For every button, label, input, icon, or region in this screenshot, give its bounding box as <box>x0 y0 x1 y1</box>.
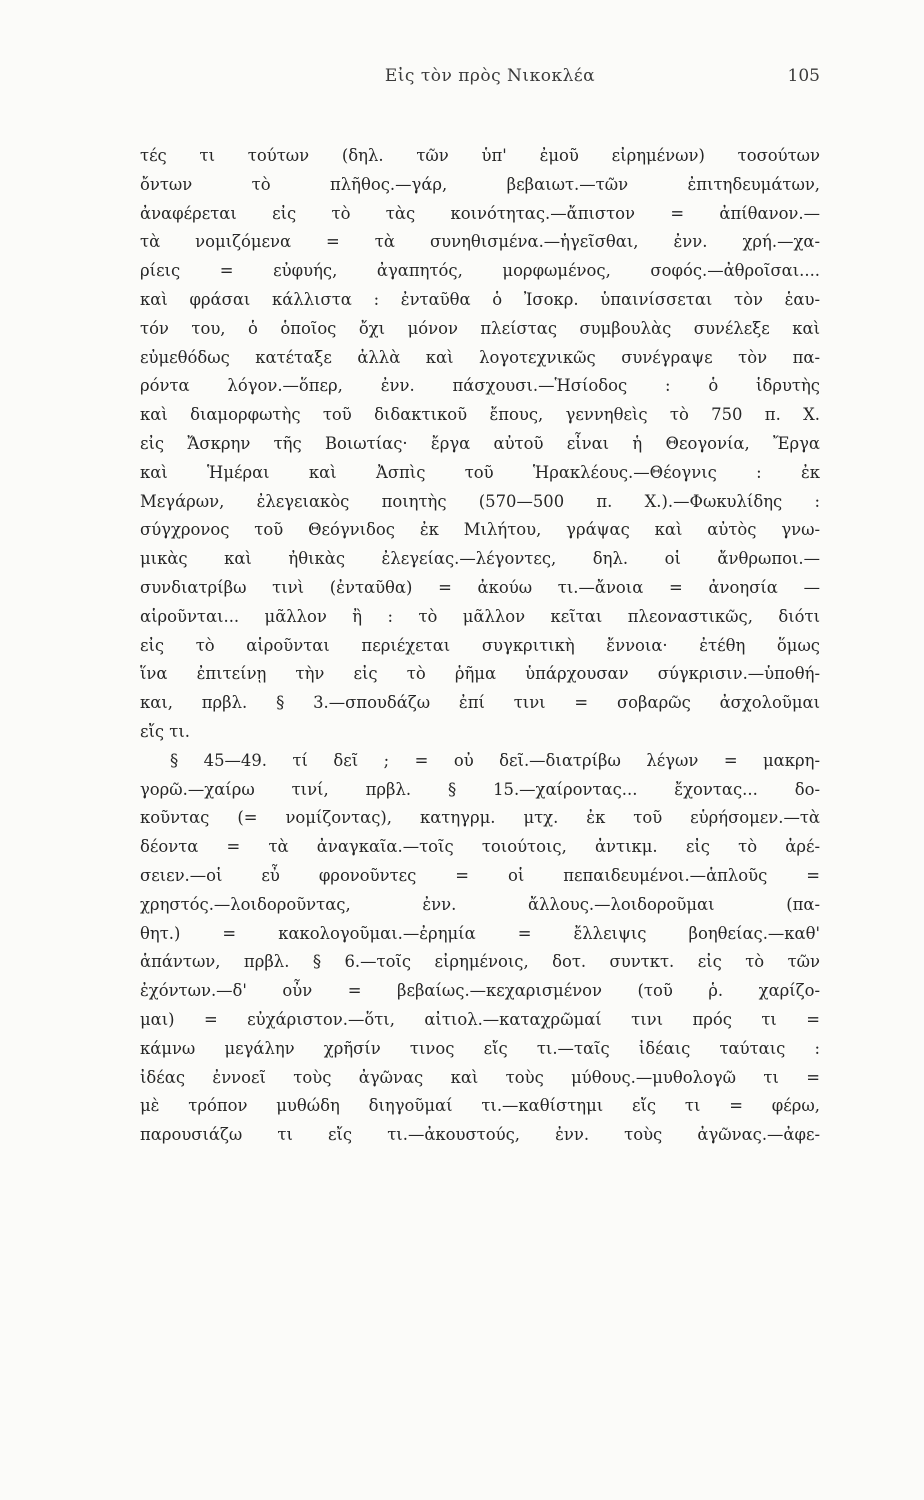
text-line: κοῦντας (= νομίζοντας), κατηγρμ. μτχ. ἐκ τοῦ εὑρήσομεν.—τὰ <box>140 808 820 828</box>
text-line: τόν του, ὁ ὁποῖος ὄχι μόνον πλείστας συμβουλὰς συνέλεξε καὶ <box>140 318 820 338</box>
text-line: σειεν.—οἱ εὖ φρονοῦντες = οἱ πεπαιδευμένοι.—ἁπλοῦς = <box>140 865 820 885</box>
text-line: ἐχόντων.—δ' οὖν = βεβαίως.—κεχαρισμένον (τοῦ ῥ. χαρίζο- <box>140 981 820 1001</box>
text-line: δέοντα = τὰ ἀναγκαῖα.—τοῖς τοιούτοις, ἀντικμ. εἰς τὸ ἀρέ- <box>140 837 820 857</box>
text-line: παρουσιάζω τι εἴς τι.—ἀκουστούς, ἐνν. τοὺς ἀγῶνας.—ἀφε- <box>140 1125 820 1145</box>
text-line: χρηστός.—λοιδοροῦντας, ἐνν. ἄλλους.—λοιδοροῦμαι (πα- <box>140 894 820 914</box>
text-line: συνδιατρίβω τινὶ (ἐνταῦθα) = ἀκούω τι.—ἄνοια = ἀνοησία — <box>140 577 820 597</box>
text-line: ρίεις = εὐφυής, ἀγαπητός, μορφωμένος, σοφός.—ἀθροῖσαι.... <box>140 261 820 281</box>
text-line: εἴς τι. <box>140 721 191 741</box>
text-line: και, πρβλ. § 3.—σπουδάζω ἐπί τινι = σοβαρῶς ἀσχολοῦμαι <box>140 693 820 713</box>
text-line-paragraph-start: § 45—49. τί δεῖ ; = οὐ δεῖ.—διατρίβω λέγων = μακρη- <box>170 750 820 770</box>
text-line: κάμνω μεγάλην χρῆσίν τινος εἴς τι.—ταῖς ἰδέαις ταύταις : <box>140 1038 820 1058</box>
text-line: ἀναφέρεται εἰς τὸ τὰς κοινότητας.—ἄπιστον = ἀπίθανον.— <box>140 203 820 223</box>
text-line: ρόντα λόγον.—ὅπερ, ἐνν. πάσχουσι.—Ἡσίοδος : ὁ ἱδρυτὴς <box>140 376 820 396</box>
text-line: ἰδέας ἐννοεῖ τοὺς ἀγῶνας καὶ τοὺς μύθους.—μυθολογῶ τι = <box>140 1067 820 1087</box>
text-line: μὲ τρόπον μυθώδη διηγοῦμαί τι.—καθίστημι εἴς τι = φέρω, <box>140 1096 820 1116</box>
text-line: ὄντων τὸ πλῆθος.—γάρ, βεβαιωτ.—τῶν ἐπιτηδευμάτων, <box>140 174 820 194</box>
text-line: εὐμεθόδως κατέταξε ἀλλὰ καὶ λογοτεχνικῶς συνέγραψε τὸν πα- <box>140 347 820 367</box>
text-line: γορῶ.—χαίρω τινί, πρβλ. § 15.—χαίροντας... ἔχοντας... δο- <box>140 779 820 799</box>
text-line: εἰς τὸ αἱροῦνται περιέχεται συγκριτικὴ ἔννοια· ἐτέθη ὅμως <box>140 635 820 655</box>
text-line: σύγχρονος τοῦ Θεόγνιδος ἐκ Μιλήτου, γράψας καὶ αὐτὸς γνω- <box>140 520 820 540</box>
text-line: μαι) = εὐχάριστον.—ὅτι, αἰτιολ.—καταχρῶμαί τινι πρός τι = <box>140 1009 820 1029</box>
text-line: τὰ νομιζόμενα = τὰ συνηθισμένα.—ἡγεῖσθαι, ἐνν. χρή.—χα- <box>140 232 820 252</box>
text-line: ἁπάντων, πρβλ. § 6.—τοῖς εἰρημένοις, δοτ. συντκτ. εἰς τὸ τῶν <box>140 952 820 972</box>
running-head <box>160 66 820 96</box>
text-line: εἰς Ἄσκρην τῆς Βοιωτίας· ἔργα αὐτοῦ εἶναι ἡ Θεογονία, Ἔργα <box>140 433 820 453</box>
text-line: θητ.) = κακολογοῦμαι.—ἐρημία = ἔλλειψις βοηθείας.—καθ' <box>140 923 820 943</box>
running-title: Εἰς τὸν πρὸς Νικοκλέα <box>384 66 596 86</box>
text-line: αἱροῦνται... μᾶλλον ἢ : τὸ μᾶλλον κεῖται πλεοναστικῶς, διότι <box>140 606 820 626</box>
page-number: 105 <box>787 66 820 86</box>
text-line: ἵνα ἐπιτείνῃ τὴν εἰς τὸ ῥῆμα ὑπάρχουσαν σύγκρισιν.—ὑποθή- <box>140 664 820 684</box>
text-line: τές τι τούτων (δηλ. τῶν ὑπ' ἐμοῦ εἰρημένων) τοσούτων <box>140 146 820 165</box>
text-line: μικὰς καὶ ἠθικὰς ἐλεγείας.—λέγοντες, δηλ. οἱ ἄνθρωποι.— <box>140 549 820 569</box>
text-line: καὶ φράσαι κάλλιστα : ἐνταῦθα ὁ Ἰσοκρ. ὑπαινίσσεται τὸν ἑαυ- <box>140 289 820 309</box>
text-line: καὶ διαμορφωτὴς τοῦ διδακτικοῦ ἔπους, γεννηθεὶς τὸ 750 π. Χ. <box>140 405 820 425</box>
text-line: καὶ Ἡμέραι καὶ Ἀσπὶς τοῦ Ἡρακλέους.—Θέογνις : ἐκ <box>140 462 820 482</box>
commentary-text <box>140 142 820 1150</box>
text-line: Μεγάρων, ἐλεγειακὸς ποιητὴς (570—500 π. Χ.).—Φωκυλίδης : <box>140 491 820 511</box>
